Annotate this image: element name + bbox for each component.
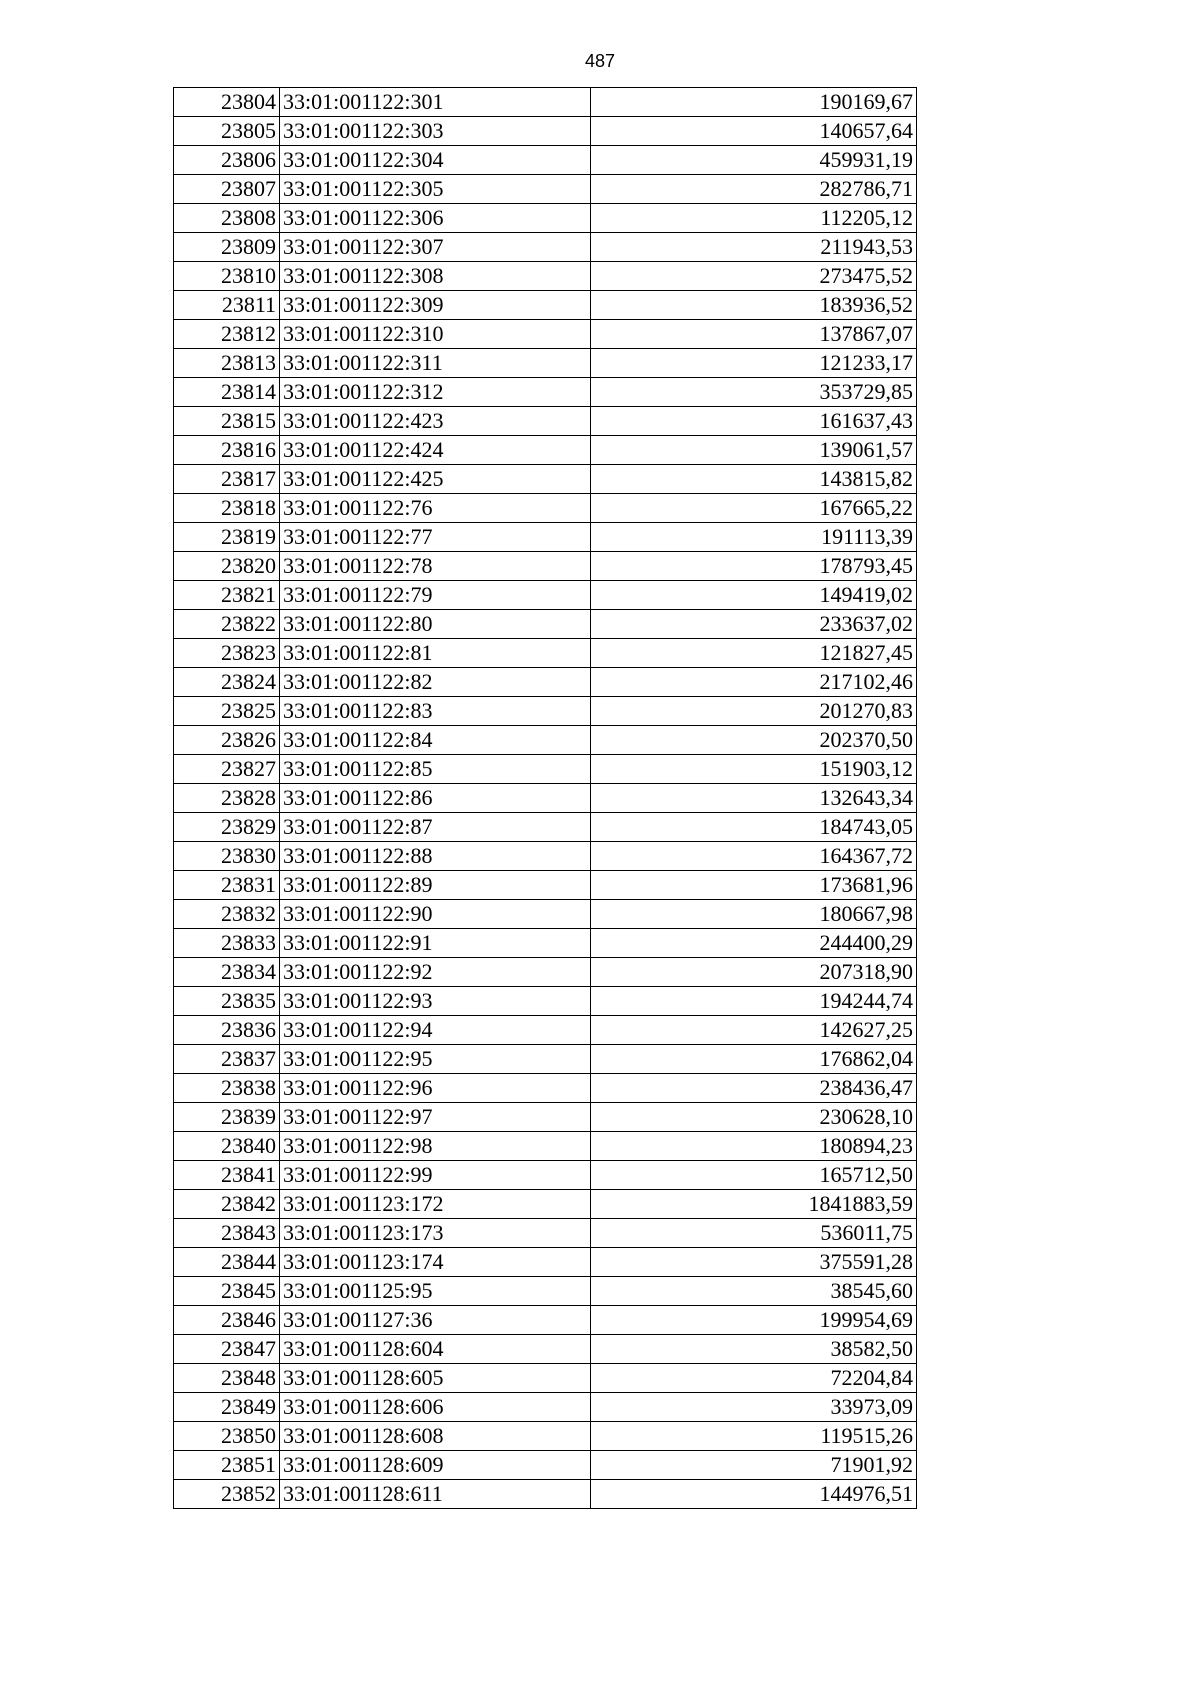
cadastral-number-cell: 33:01:001122:99 — [280, 1161, 591, 1190]
cadastral-number-cell: 33:01:001122:81 — [280, 639, 591, 668]
table-row — [174, 1016, 917, 1045]
cadastral-value-cell: 137867,07 — [591, 320, 917, 349]
cadastral-value-cell: 151903,12 — [591, 755, 917, 784]
row-number-cell: 23834 — [174, 958, 280, 987]
cadastral-value-cell: 1841883,59 — [591, 1190, 917, 1219]
cadastral-number-cell: 33:01:001122:307 — [280, 233, 591, 262]
table-row — [174, 291, 917, 320]
cadastral-value-cell: 142627,25 — [591, 1016, 917, 1045]
table-row — [174, 1393, 917, 1422]
cadastral-value-cell: 165712,50 — [591, 1161, 917, 1190]
row-number-cell: 23842 — [174, 1190, 280, 1219]
row-number-cell: 23838 — [174, 1074, 280, 1103]
row-number-cell: 23825 — [174, 697, 280, 726]
cadastral-number-cell: 33:01:001122:86 — [280, 784, 591, 813]
cadastral-number-cell: 33:01:001122:97 — [280, 1103, 591, 1132]
table-row — [174, 755, 917, 784]
table-row — [174, 320, 917, 349]
table-row — [174, 900, 917, 929]
cadastral-number-cell: 33:01:001122:89 — [280, 871, 591, 900]
row-number-cell: 23833 — [174, 929, 280, 958]
row-number-cell: 23814 — [174, 378, 280, 407]
row-number-cell: 23811 — [174, 291, 280, 320]
cadastral-value-cell: 244400,29 — [591, 929, 917, 958]
cadastral-value-cell: 144976,51 — [591, 1480, 917, 1509]
cadastral-number-cell: 33:01:001122:77 — [280, 523, 591, 552]
row-number-cell: 23832 — [174, 900, 280, 929]
cadastral-number-cell: 33:01:001122:303 — [280, 117, 591, 146]
table-row — [174, 1335, 917, 1364]
cadastral-value-cell: 194244,74 — [591, 987, 917, 1016]
cadastral-number-cell: 33:01:001122:87 — [280, 813, 591, 842]
cadastral-value-cell: 207318,90 — [591, 958, 917, 987]
row-number-cell: 23819 — [174, 523, 280, 552]
cadastral-value-cell: 190169,67 — [591, 88, 917, 117]
cadastral-value-cell: 180894,23 — [591, 1132, 917, 1161]
cadastral-value-cell: 459931,19 — [591, 146, 917, 175]
cadastral-number-cell: 33:01:001122:90 — [280, 900, 591, 929]
table-row — [174, 929, 917, 958]
row-number-cell: 23826 — [174, 726, 280, 755]
row-number-cell: 23831 — [174, 871, 280, 900]
table-row — [174, 175, 917, 204]
table-row — [174, 1480, 917, 1509]
row-number-cell: 23845 — [174, 1277, 280, 1306]
table-row — [174, 958, 917, 987]
cadastral-number-cell: 33:01:001122:93 — [280, 987, 591, 1016]
cadastral-value-cell: 161637,43 — [591, 407, 917, 436]
cadastral-number-cell: 33:01:001122:85 — [280, 755, 591, 784]
row-number-cell: 23808 — [174, 204, 280, 233]
cadastral-value-cell: 217102,46 — [591, 668, 917, 697]
table-row — [174, 1132, 917, 1161]
row-number-cell: 23828 — [174, 784, 280, 813]
row-number-cell: 23810 — [174, 262, 280, 291]
table-row — [174, 813, 917, 842]
cadastral-number-cell: 33:01:001122:305 — [280, 175, 591, 204]
cadastral-number-cell: 33:01:001122:79 — [280, 581, 591, 610]
row-number-cell: 23830 — [174, 842, 280, 871]
cadastral-number-cell: 33:01:001122:308 — [280, 262, 591, 291]
row-number-cell: 23841 — [174, 1161, 280, 1190]
table-row — [174, 1219, 917, 1248]
table-row — [174, 1422, 917, 1451]
table-row — [174, 1451, 917, 1480]
cadastral-number-cell: 33:01:001122:88 — [280, 842, 591, 871]
cadastral-value-cell: 143815,82 — [591, 465, 917, 494]
row-number-cell: 23835 — [174, 987, 280, 1016]
cadastral-value-cell: 273475,52 — [591, 262, 917, 291]
row-number-cell: 23820 — [174, 552, 280, 581]
cadastral-number-cell: 33:01:001122:309 — [280, 291, 591, 320]
cadastral-value-cell: 199954,69 — [591, 1306, 917, 1335]
cadastral-number-cell: 33:01:001128:604 — [280, 1335, 591, 1364]
table-row — [174, 146, 917, 175]
row-number-cell: 23849 — [174, 1393, 280, 1422]
table-row — [174, 1045, 917, 1074]
cadastral-value-cell: 71901,92 — [591, 1451, 917, 1480]
cadastral-number-cell: 33:01:001122:423 — [280, 407, 591, 436]
cadastral-number-cell: 33:01:001128:611 — [280, 1480, 591, 1509]
cadastral-value-cell: 38582,50 — [591, 1335, 917, 1364]
table-row — [174, 842, 917, 871]
cadastral-number-cell: 33:01:001123:174 — [280, 1248, 591, 1277]
table-row — [174, 436, 917, 465]
row-number-cell: 23824 — [174, 668, 280, 697]
row-number-cell: 23847 — [174, 1335, 280, 1364]
cadastral-number-cell: 33:01:001128:609 — [280, 1451, 591, 1480]
cadastral-number-cell: 33:01:001122:424 — [280, 436, 591, 465]
cadastral-value-cell: 164367,72 — [591, 842, 917, 871]
cadastral-number-cell: 33:01:001123:173 — [280, 1219, 591, 1248]
cadastral-value-cell: 201270,83 — [591, 697, 917, 726]
table-row — [174, 1190, 917, 1219]
table-row — [174, 1277, 917, 1306]
row-number-cell: 23805 — [174, 117, 280, 146]
table-row — [174, 1074, 917, 1103]
cadastral-value-cell: 178793,45 — [591, 552, 917, 581]
cadastral-number-cell: 33:01:001122:94 — [280, 1016, 591, 1045]
cadastral-value-cell: 119515,26 — [591, 1422, 917, 1451]
cadastral-value-cell: 375591,28 — [591, 1248, 917, 1277]
row-number-cell: 23827 — [174, 755, 280, 784]
cadastral-number-cell: 33:01:001122:425 — [280, 465, 591, 494]
table-row — [174, 523, 917, 552]
cadastral-value-cell: 112205,12 — [591, 204, 917, 233]
table-row — [174, 233, 917, 262]
cadastral-number-cell: 33:01:001122:82 — [280, 668, 591, 697]
cadastral-value-cell: 183936,52 — [591, 291, 917, 320]
table-row — [174, 552, 917, 581]
table-row — [174, 204, 917, 233]
row-number-cell: 23812 — [174, 320, 280, 349]
cadastral-number-cell: 33:01:001122:312 — [280, 378, 591, 407]
row-number-cell: 23806 — [174, 146, 280, 175]
table-row — [174, 697, 917, 726]
cadastral-number-cell: 33:01:001122:98 — [280, 1132, 591, 1161]
cadastral-value-cell: 353729,85 — [591, 378, 917, 407]
cadastral-number-cell: 33:01:001122:92 — [280, 958, 591, 987]
cadastral-value-cell: 132643,34 — [591, 784, 917, 813]
table-row — [174, 378, 917, 407]
cadastral-value-cell: 211943,53 — [591, 233, 917, 262]
table-row — [174, 668, 917, 697]
cadastral-value-cell: 149419,02 — [591, 581, 917, 610]
cadastral-value-cell: 121827,45 — [591, 639, 917, 668]
cadastral-number-cell: 33:01:001123:172 — [280, 1190, 591, 1219]
table-row — [174, 784, 917, 813]
row-number-cell: 23844 — [174, 1248, 280, 1277]
cadastral-number-cell: 33:01:001122:95 — [280, 1045, 591, 1074]
cadastral-value-cell: 173681,96 — [591, 871, 917, 900]
cadastral-value-cell: 184743,05 — [591, 813, 917, 842]
table-row — [174, 871, 917, 900]
row-number-cell: 23822 — [174, 610, 280, 639]
row-number-cell: 23852 — [174, 1480, 280, 1509]
row-number-cell: 23821 — [174, 581, 280, 610]
row-number-cell: 23813 — [174, 349, 280, 378]
table-row — [174, 407, 917, 436]
row-number-cell: 23851 — [174, 1451, 280, 1480]
row-number-cell: 23850 — [174, 1422, 280, 1451]
cadastral-number-cell: 33:01:001122:84 — [280, 726, 591, 755]
page-number: 487 — [584, 51, 616, 71]
cadastral-number-cell: 33:01:001122:78 — [280, 552, 591, 581]
table-row — [174, 1306, 917, 1335]
row-number-cell: 23846 — [174, 1306, 280, 1335]
cadastral-number-cell: 33:01:001128:606 — [280, 1393, 591, 1422]
cadastral-value-cell: 167665,22 — [591, 494, 917, 523]
table-row — [174, 1248, 917, 1277]
table-row — [174, 581, 917, 610]
table-row — [174, 639, 917, 668]
row-number-cell: 23837 — [174, 1045, 280, 1074]
cadastral-value-cell: 140657,64 — [591, 117, 917, 146]
cadastral-number-cell: 33:01:001122:83 — [280, 697, 591, 726]
cadastral-value-cell: 176862,04 — [591, 1045, 917, 1074]
table-row — [174, 262, 917, 291]
cadastral-value-cell: 180667,98 — [591, 900, 917, 929]
cadastral-number-cell: 33:01:001122:96 — [280, 1074, 591, 1103]
cadastral-value-cell: 536011,75 — [591, 1219, 917, 1248]
cadastral-number-cell: 33:01:001122:306 — [280, 204, 591, 233]
row-number-cell: 23816 — [174, 436, 280, 465]
cadastral-number-cell: 33:01:001122:311 — [280, 349, 591, 378]
table-row — [174, 1103, 917, 1132]
cadastral-number-cell: 33:01:001122:304 — [280, 146, 591, 175]
cadastral-number-cell: 33:01:001122:76 — [280, 494, 591, 523]
table-row — [174, 117, 917, 146]
row-number-cell: 23815 — [174, 407, 280, 436]
cadastral-number-cell: 33:01:001127:36 — [280, 1306, 591, 1335]
table-row — [174, 349, 917, 378]
cadastral-number-cell: 33:01:001128:605 — [280, 1364, 591, 1393]
cadastral-value-cell: 121233,17 — [591, 349, 917, 378]
cadastral-value-cell: 202370,50 — [591, 726, 917, 755]
row-number-cell: 23843 — [174, 1219, 280, 1248]
cadastral-value-cell: 230628,10 — [591, 1103, 917, 1132]
row-number-cell: 23840 — [174, 1132, 280, 1161]
row-number-cell: 23829 — [174, 813, 280, 842]
row-number-cell: 23809 — [174, 233, 280, 262]
table-row — [174, 88, 917, 117]
cadastral-number-cell: 33:01:001128:608 — [280, 1422, 591, 1451]
table-row — [174, 1161, 917, 1190]
row-number-cell: 23807 — [174, 175, 280, 204]
table-body — [174, 88, 917, 1509]
table-row — [174, 1364, 917, 1393]
cadastral-value-cell: 33973,09 — [591, 1393, 917, 1422]
cadastral-value-cell: 282786,71 — [591, 175, 917, 204]
cadastral-number-cell: 33:01:001122:310 — [280, 320, 591, 349]
row-number-cell: 23848 — [174, 1364, 280, 1393]
cadastral-value-cell: 238436,47 — [591, 1074, 917, 1103]
row-number-cell: 23804 — [174, 88, 280, 117]
row-number-cell: 23823 — [174, 639, 280, 668]
table-row — [174, 726, 917, 755]
table-row — [174, 610, 917, 639]
cadastral-value-cell: 191113,39 — [591, 523, 917, 552]
cadastral-number-cell: 33:01:001122:80 — [280, 610, 591, 639]
cadastral-number-cell: 33:01:001122:91 — [280, 929, 591, 958]
cadastral-value-cell: 72204,84 — [591, 1364, 917, 1393]
cadastral-value-cell: 233637,02 — [591, 610, 917, 639]
cadastral-number-cell: 33:01:001125:95 — [280, 1277, 591, 1306]
cadastral-value-cell: 38545,60 — [591, 1277, 917, 1306]
row-number-cell: 23818 — [174, 494, 280, 523]
table-row — [174, 465, 917, 494]
row-number-cell: 23817 — [174, 465, 280, 494]
row-number-cell: 23839 — [174, 1103, 280, 1132]
table-row — [174, 494, 917, 523]
cadastral-number-cell: 33:01:001122:301 — [280, 88, 591, 117]
cadastral-value-cell: 139061,57 — [591, 436, 917, 465]
row-number-cell: 23836 — [174, 1016, 280, 1045]
cadastral-value-table — [173, 87, 917, 1509]
table-row — [174, 987, 917, 1016]
